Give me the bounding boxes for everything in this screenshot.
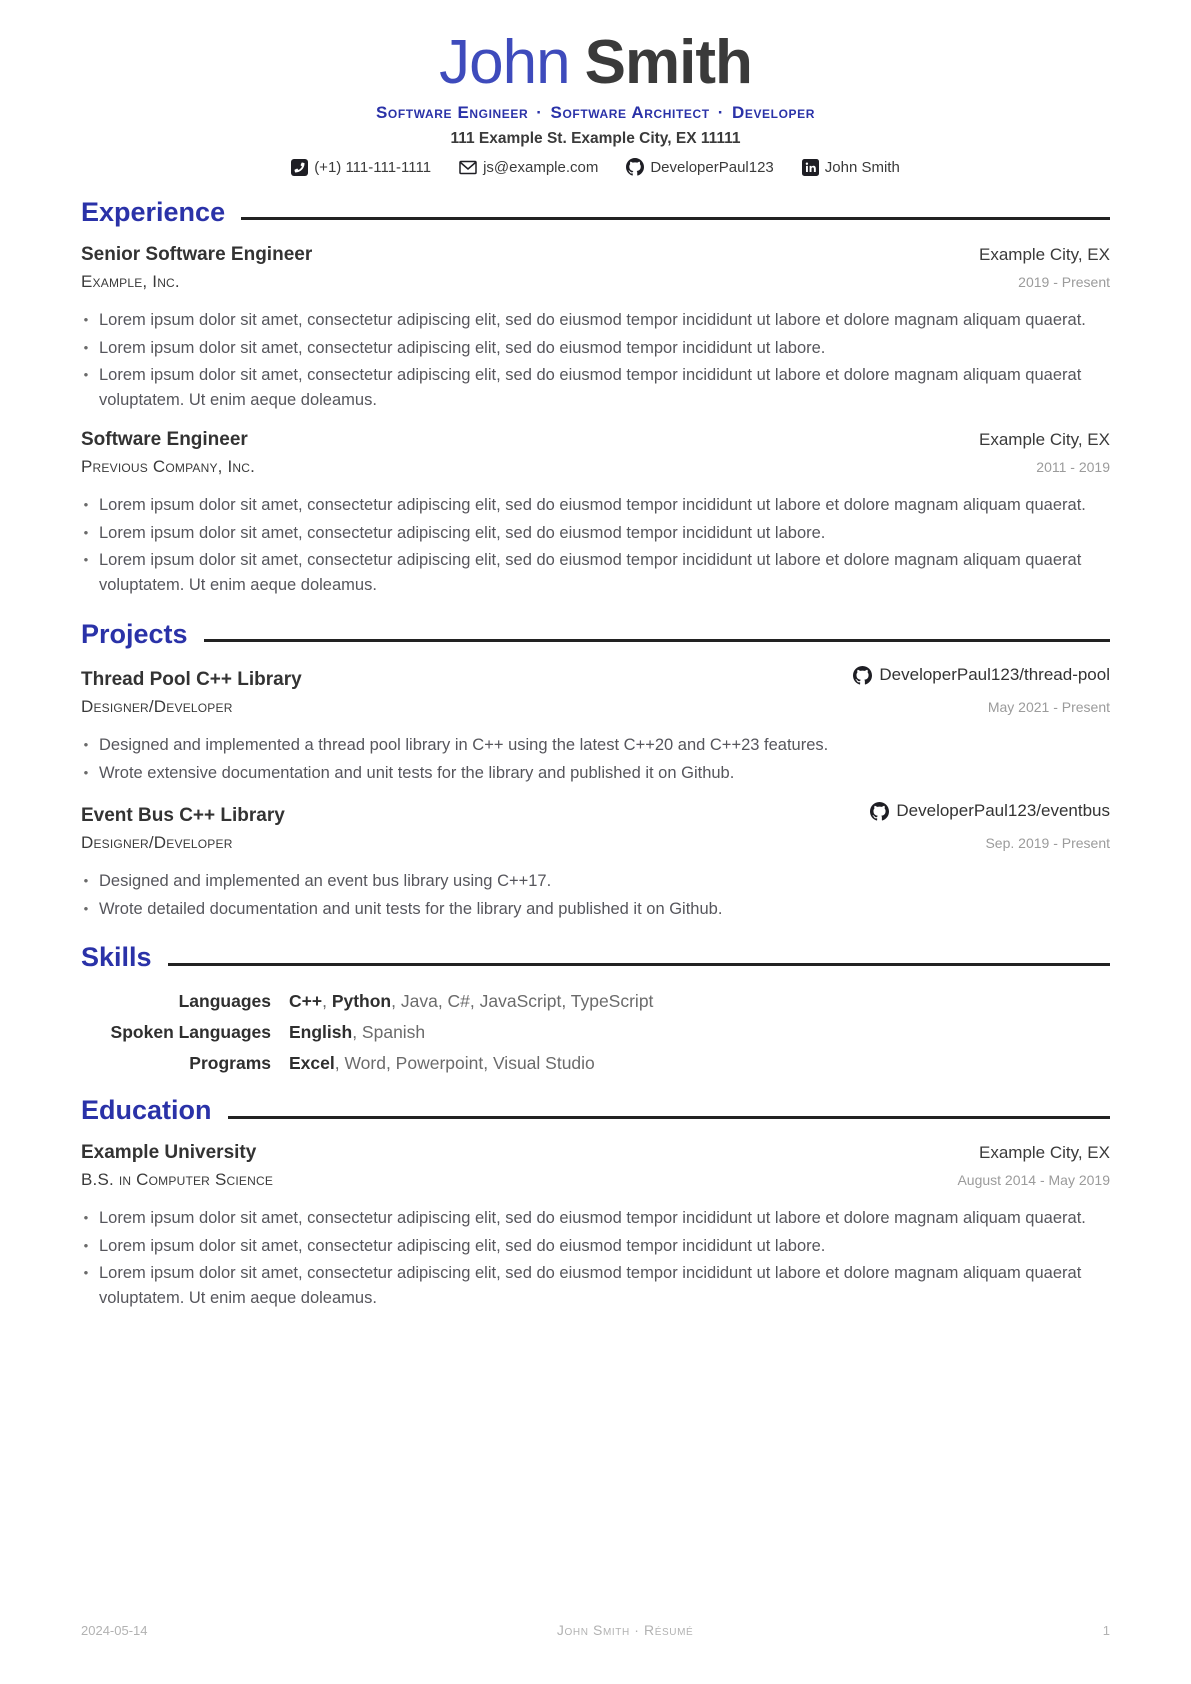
person-name — [81, 30, 1110, 95]
company-name: Example, Inc. — [81, 271, 180, 291]
job-bullets — [81, 308, 1110, 413]
bullet-item: • Lorem ipsum dolor sit amet, consectetur adipiscing elit, sed do eiusmod tempor incididunt ut labore. — [81, 1234, 1110, 1259]
bullet-item: • Designed and implemented a thread pool library in C++ using the latest C++20 and C++23 features. — [81, 733, 1110, 758]
experience-section-header — [81, 198, 1110, 228]
skills-section-header — [81, 943, 1110, 973]
skill-value — [289, 1053, 1110, 1074]
project-repo-link[interactable] — [870, 801, 1110, 821]
email-address: js@example.com — [483, 158, 599, 176]
contact-row — [81, 158, 1110, 176]
footer-title: John Smith · Résumé — [556, 1622, 694, 1638]
linkedin-contact[interactable] — [802, 159, 900, 176]
skills-grid — [81, 991, 1110, 1074]
company-name: Previous Company, Inc. — [81, 456, 256, 476]
job-title: Senior Software Engineer — [81, 243, 313, 265]
skill-value — [289, 991, 1110, 1012]
skill-label: Programs — [189, 1053, 271, 1074]
skill-label: Spoken Languages — [110, 1022, 271, 1043]
education-section-header — [81, 1096, 1110, 1126]
school-name: Example University — [81, 1141, 257, 1163]
phone-contact[interactable] — [291, 159, 431, 176]
skills-section — [81, 943, 1110, 1074]
skill-sep: , — [322, 991, 332, 1012]
phone-number: (+1) 111-111-1111 — [314, 158, 432, 176]
github-username: DeveloperPaul123 — [650, 158, 774, 176]
job-title: Software Engineer — [81, 428, 248, 450]
repo-name: DeveloperPaul123/eventbus — [896, 801, 1110, 821]
bullet-item: • Wrote extensive documentation and unit tests for the library and published it on Github. — [81, 761, 1110, 786]
education-section — [81, 1096, 1110, 1311]
section-rule — [241, 217, 1110, 220]
skill-strong: Excel — [289, 1053, 335, 1074]
skill-strong: C++ — [289, 991, 323, 1012]
email-contact[interactable] — [459, 159, 598, 176]
experience-entry — [81, 244, 1110, 413]
section-rule — [228, 1116, 1110, 1119]
project-title: Event Bus C++ Library — [81, 804, 285, 826]
bullet-item: • Lorem ipsum dolor sit amet, consectetur adipiscing elit, sed do eiusmod tempor incididunt ut labore et dolore magnam aliquam quaerat voluptatem. Ut enim aeque doleamus. — [81, 363, 1110, 413]
bullet-item: • Lorem ipsum dolor sit amet, consectetur adipiscing elit, sed do eiusmod tempor incididunt ut labore et dolore magnam aliquam quaerat. — [81, 308, 1110, 333]
bullet-item: • Lorem ipsum dolor sit amet, consectetur adipiscing elit, sed do eiusmod tempor incididunt ut labore et dolore magnam aliquam quaerat. — [81, 493, 1110, 518]
project-entry — [81, 801, 1110, 921]
bullet-item: • Lorem ipsum dolor sit amet, consectetur adipiscing elit, sed do eiusmod tempor incididunt ut labore et dolore magnam aliquam quaerat. — [81, 1206, 1110, 1231]
section-rule — [204, 639, 1110, 642]
github-icon — [870, 802, 889, 821]
skill-strong: English — [289, 1022, 353, 1043]
last-name: Smith — [584, 28, 752, 97]
job-dates: 2019 - Present — [1018, 273, 1110, 290]
section-title-education: Education — [81, 1095, 212, 1126]
first-name: John — [439, 28, 570, 97]
tagline-item: Software Architect — [550, 103, 710, 123]
education-bullets — [81, 1206, 1110, 1311]
address-line: 111 Example St. Example City, EX 11111 — [450, 130, 741, 148]
bullet-item: • Lorem ipsum dolor sit amet, consectetur adipiscing elit, sed do eiusmod tempor incididunt ut labore. — [81, 521, 1110, 546]
linkedin-name: John Smith — [824, 158, 900, 176]
project-bullets — [81, 869, 1110, 922]
job-location: Example City, EX — [978, 429, 1110, 449]
section-title-experience: Experience — [81, 197, 226, 228]
tagline-separator: · — [717, 103, 724, 123]
github-contact[interactable] — [626, 158, 773, 176]
skill-value — [289, 1022, 1110, 1043]
tagline — [81, 103, 1110, 123]
projects-section — [81, 620, 1110, 922]
project-entry — [81, 665, 1110, 785]
project-repo-link[interactable] — [853, 665, 1110, 685]
experience-section — [81, 198, 1110, 598]
section-title-projects: Projects — [81, 618, 188, 649]
section-rule — [168, 963, 1110, 966]
bullet-item: • Lorem ipsum dolor sit amet, consectetur adipiscing elit, sed do eiusmod tempor incididunt ut labore et dolore magnam aliquam quaerat voluptatem. Ut enim aeque doleamus. — [81, 548, 1110, 598]
tagline-separator: · — [536, 103, 543, 123]
projects-section-header — [81, 620, 1110, 650]
skill-rest: , Spanish — [352, 1022, 426, 1043]
degree: B.S. in Computer Science — [81, 1169, 274, 1189]
page-footer — [81, 1622, 1110, 1638]
tagline-item: Software Engineer — [375, 103, 529, 123]
job-location: Example City, EX — [978, 244, 1110, 264]
footer-page-number: 1 — [1102, 1623, 1110, 1638]
footer-date: 2024-05-14 — [81, 1623, 148, 1638]
resume-header — [81, 30, 1110, 176]
bullet-item: • Lorem ipsum dolor sit amet, consectetur adipiscing elit, sed do eiusmod tempor incididunt ut labore et dolore magnam aliquam quaerat voluptatem. Ut enim aeque doleamus. — [81, 1261, 1110, 1311]
education-dates: August 2014 - May 2019 — [957, 1171, 1110, 1188]
project-role: Designer/Developer — [81, 696, 233, 716]
phone-icon — [291, 159, 308, 176]
project-title: Thread Pool C++ Library — [81, 668, 302, 690]
project-role: Designer/Developer — [81, 832, 233, 852]
bullet-item: • Lorem ipsum dolor sit amet, consectetur adipiscing elit, sed do eiusmod tempor incididunt ut labore. — [81, 336, 1110, 361]
experience-entry — [81, 429, 1110, 598]
repo-name: DeveloperPaul123/thread-pool — [879, 665, 1110, 685]
section-title-skills: Skills — [81, 942, 152, 973]
github-icon — [626, 158, 644, 176]
github-icon — [853, 666, 872, 685]
education-entry — [81, 1142, 1110, 1311]
job-bullets — [81, 493, 1110, 598]
project-bullets — [81, 733, 1110, 786]
bullet-item: • Wrote detailed documentation and unit tests for the library and published it on Github. — [81, 897, 1110, 922]
email-icon — [459, 160, 477, 175]
skill-strong: Python — [331, 991, 392, 1012]
skill-rest: , Word, Powerpoint, Visual Studio — [334, 1053, 595, 1074]
tagline-item: Developer — [731, 103, 815, 123]
school-location: Example City, EX — [978, 1142, 1110, 1162]
project-dates: Sep. 2019 - Present — [985, 834, 1110, 851]
skill-rest: , Java, C#, JavaScript, TypeScript — [391, 991, 654, 1012]
linkedin-icon — [802, 159, 819, 176]
skill-label: Languages — [178, 991, 271, 1012]
bullet-item: • Designed and implemented an event bus library using C++17. — [81, 869, 1110, 894]
job-dates: 2011 - 2019 — [1036, 458, 1110, 475]
project-dates: May 2021 - Present — [987, 698, 1110, 715]
